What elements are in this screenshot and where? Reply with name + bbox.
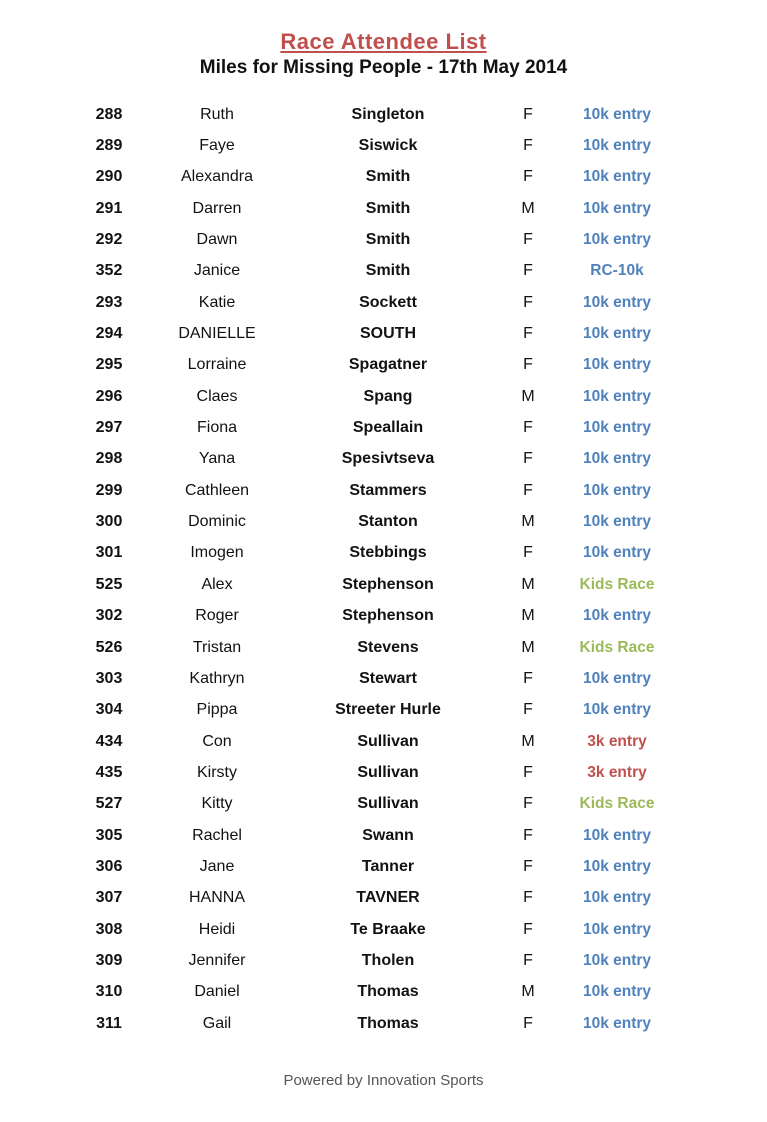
- table-row: [59, 1008, 679, 1039]
- first-name: Alexandra: [180, 168, 254, 186]
- entry-type: 3k entry: [587, 732, 647, 750]
- last-name: Stanton: [358, 513, 418, 531]
- gender: F: [523, 356, 533, 374]
- bib-number: 294: [95, 325, 123, 343]
- table-row: [59, 412, 679, 443]
- gender: M: [521, 387, 535, 405]
- entry-type: 10k entry: [582, 889, 652, 907]
- bib-number: 307: [95, 889, 123, 907]
- first-name: Katie: [198, 293, 236, 311]
- gender: F: [523, 481, 533, 499]
- gender: M: [521, 513, 535, 531]
- gender: F: [523, 105, 533, 123]
- table-row: [59, 162, 679, 193]
- last-name: Singleton: [351, 105, 425, 123]
- first-name: Dominic: [188, 513, 246, 531]
- bib-number: 309: [95, 951, 123, 969]
- bib-number: 300: [95, 513, 123, 531]
- bib-number: 304: [95, 701, 123, 719]
- table-row: [59, 475, 679, 506]
- bib-number: 303: [95, 669, 123, 687]
- first-name: Daniel: [194, 983, 240, 1001]
- footer-credit: Powered by Innovation Sports: [283, 1072, 484, 1089]
- last-name: Tholen: [361, 951, 415, 969]
- first-name: Roger: [195, 607, 239, 625]
- first-name: Jennifer: [188, 951, 246, 969]
- bib-number: 301: [95, 544, 123, 562]
- last-name: Thomas: [357, 983, 419, 1001]
- table-row: [59, 695, 679, 726]
- gender: F: [523, 857, 533, 875]
- first-name: Cathleen: [184, 481, 250, 499]
- table-row: [59, 287, 679, 318]
- last-name: Smith: [365, 199, 411, 217]
- table-row: [59, 193, 679, 224]
- last-name: Smith: [365, 231, 411, 249]
- last-name: Tanner: [361, 857, 415, 875]
- table-row: [59, 601, 679, 632]
- first-name: Yana: [198, 450, 236, 468]
- gender: M: [521, 199, 535, 217]
- bib-number: 295: [95, 356, 123, 374]
- first-name: Ruth: [200, 105, 234, 123]
- gender: F: [523, 450, 533, 468]
- table-row: [59, 318, 679, 349]
- last-name: Stevens: [357, 638, 419, 656]
- entry-type: 10k entry: [582, 481, 652, 499]
- table-row: [59, 945, 679, 976]
- bib-number: 293: [95, 293, 123, 311]
- entry-type: 10k entry: [582, 607, 652, 625]
- gender: F: [523, 826, 533, 844]
- page-header: [0, 0, 767, 81]
- entry-type: 10k entry: [582, 669, 652, 687]
- first-name: Alex: [201, 575, 233, 593]
- table-row: [59, 130, 679, 161]
- table-row: [59, 538, 679, 569]
- entry-type: 10k entry: [582, 701, 652, 719]
- gender: F: [523, 1014, 533, 1032]
- entry-type: 10k entry: [582, 419, 652, 437]
- bib-number: 296: [95, 387, 123, 405]
- bib-number: 308: [95, 920, 123, 938]
- first-name: Dawn: [196, 231, 238, 249]
- entry-type: 10k entry: [582, 450, 652, 468]
- last-name: Thomas: [357, 1014, 419, 1032]
- entry-type: 10k entry: [582, 826, 652, 844]
- last-name: Streeter Hurle: [335, 701, 441, 719]
- last-name: Sullivan: [357, 795, 419, 813]
- entry-type: 10k entry: [582, 293, 652, 311]
- last-name: Stebbings: [349, 544, 427, 562]
- last-name: Smith: [365, 168, 411, 186]
- first-name: Lorraine: [187, 356, 247, 374]
- entry-type: 3k entry: [587, 763, 647, 781]
- entry-type: 10k entry: [582, 356, 652, 374]
- bib-number: 290: [95, 168, 123, 186]
- last-name: Sockett: [359, 293, 417, 311]
- bib-number: 289: [95, 137, 123, 155]
- first-name: Imogen: [190, 544, 244, 562]
- gender: F: [523, 293, 533, 311]
- last-name: Stewart: [359, 669, 417, 687]
- table-row: [59, 757, 679, 788]
- last-name: SOUTH: [360, 325, 416, 343]
- gender: F: [523, 544, 533, 562]
- bib-number: 299: [95, 481, 123, 499]
- table-row: [59, 256, 679, 287]
- first-name: Rachel: [192, 826, 242, 844]
- table-row: [59, 977, 679, 1008]
- bib-number: 434: [95, 732, 123, 750]
- gender: F: [523, 795, 533, 813]
- last-name: Spang: [363, 387, 413, 405]
- entry-type: Kids Race: [579, 638, 655, 656]
- entry-type: 10k entry: [582, 231, 652, 249]
- entry-type: 10k entry: [582, 325, 652, 343]
- last-name: Speallain: [352, 419, 424, 437]
- gender: M: [521, 732, 535, 750]
- table-row: [59, 224, 679, 255]
- last-name: Te Braake: [350, 920, 426, 938]
- first-name: Con: [202, 732, 232, 750]
- entry-type: 10k entry: [582, 168, 652, 186]
- gender: F: [523, 920, 533, 938]
- table-row: [59, 663, 679, 694]
- bib-number: 288: [95, 105, 123, 123]
- first-name: Jane: [199, 857, 235, 875]
- bib-number: 292: [95, 231, 123, 249]
- gender: F: [523, 701, 533, 719]
- bib-number: 525: [95, 575, 123, 593]
- entry-type: 10k entry: [582, 857, 652, 875]
- gender: F: [523, 889, 533, 907]
- table-row: [59, 851, 679, 882]
- first-name: Faye: [199, 137, 235, 155]
- entry-type: 10k entry: [582, 983, 652, 1001]
- entry-type: 10k entry: [582, 1014, 652, 1032]
- gender: F: [523, 951, 533, 969]
- gender: F: [523, 262, 533, 280]
- gender: M: [521, 575, 535, 593]
- gender: F: [523, 419, 533, 437]
- first-name: Heidi: [198, 920, 236, 938]
- last-name: Swann: [362, 826, 414, 844]
- bib-number: 306: [95, 857, 123, 875]
- first-name: Gail: [202, 1014, 232, 1032]
- bib-number: 291: [95, 199, 123, 217]
- first-name: Tristan: [192, 638, 242, 656]
- entry-type: 10k entry: [582, 387, 652, 405]
- last-name: TAVNER: [356, 889, 420, 907]
- table-row: [59, 99, 679, 130]
- gender: F: [523, 763, 533, 781]
- gender: F: [523, 325, 533, 343]
- table-row: [59, 506, 679, 537]
- table-row: [59, 569, 679, 600]
- first-name: Claes: [196, 387, 238, 405]
- entry-type: 10k entry: [582, 920, 652, 938]
- last-name: Siswick: [358, 137, 418, 155]
- gender: F: [523, 137, 533, 155]
- bib-number: 311: [96, 1014, 122, 1032]
- table-row: [59, 820, 679, 851]
- table-row: [59, 381, 679, 412]
- bib-number: 310: [95, 983, 123, 1001]
- first-name: Darren: [192, 199, 242, 217]
- page-title: Race Attendee List: [280, 29, 487, 54]
- entry-type: 10k entry: [582, 951, 652, 969]
- table-row: [59, 726, 679, 757]
- table-row: [59, 789, 679, 820]
- table-row: [59, 632, 679, 663]
- first-name: Janice: [193, 262, 241, 280]
- first-name: Fiona: [196, 419, 238, 437]
- page-subtitle: Miles for Missing People - 17th May 2014: [199, 57, 568, 78]
- bib-number: 297: [95, 419, 123, 437]
- first-name: DANIELLE: [178, 325, 256, 343]
- last-name: Stephenson: [342, 607, 434, 625]
- last-name: Stammers: [349, 481, 427, 499]
- gender: M: [521, 607, 535, 625]
- bib-number: 435: [95, 763, 123, 781]
- table-row: [59, 914, 679, 945]
- entry-type: Kids Race: [579, 795, 655, 813]
- entry-type: 10k entry: [582, 513, 652, 531]
- entry-type: 10k entry: [582, 199, 652, 217]
- last-name: Sullivan: [357, 763, 419, 781]
- entry-type: 10k entry: [582, 544, 652, 562]
- last-name: Sullivan: [357, 732, 419, 750]
- first-name: HANNA: [188, 889, 245, 907]
- gender: F: [523, 168, 533, 186]
- gender: M: [521, 638, 535, 656]
- table-row: [59, 883, 679, 914]
- first-name: Kitty: [201, 795, 233, 813]
- table-row: [59, 350, 679, 381]
- gender: M: [521, 983, 535, 1001]
- last-name: Smith: [365, 262, 411, 280]
- first-name: Pippa: [196, 701, 238, 719]
- gender: F: [523, 231, 533, 249]
- bib-number: 298: [95, 450, 123, 468]
- table-row: [59, 444, 679, 475]
- attendee-table: [59, 99, 679, 1039]
- bib-number: 527: [95, 795, 123, 813]
- entry-type: RC-10k: [590, 262, 644, 280]
- entry-type: 10k entry: [582, 105, 652, 123]
- bib-number: 302: [95, 607, 123, 625]
- gender: F: [523, 669, 533, 687]
- first-name: Kirsty: [197, 763, 237, 781]
- entry-type: 10k entry: [582, 137, 652, 155]
- bib-number: 305: [95, 826, 123, 844]
- bib-number: 352: [95, 262, 123, 280]
- last-name: Stephenson: [342, 575, 434, 593]
- bib-number: 526: [95, 638, 123, 656]
- last-name: Spagatner: [348, 356, 428, 374]
- last-name: Spesivtseva: [341, 450, 435, 468]
- first-name: Kathryn: [189, 669, 245, 687]
- entry-type: Kids Race: [579, 575, 655, 593]
